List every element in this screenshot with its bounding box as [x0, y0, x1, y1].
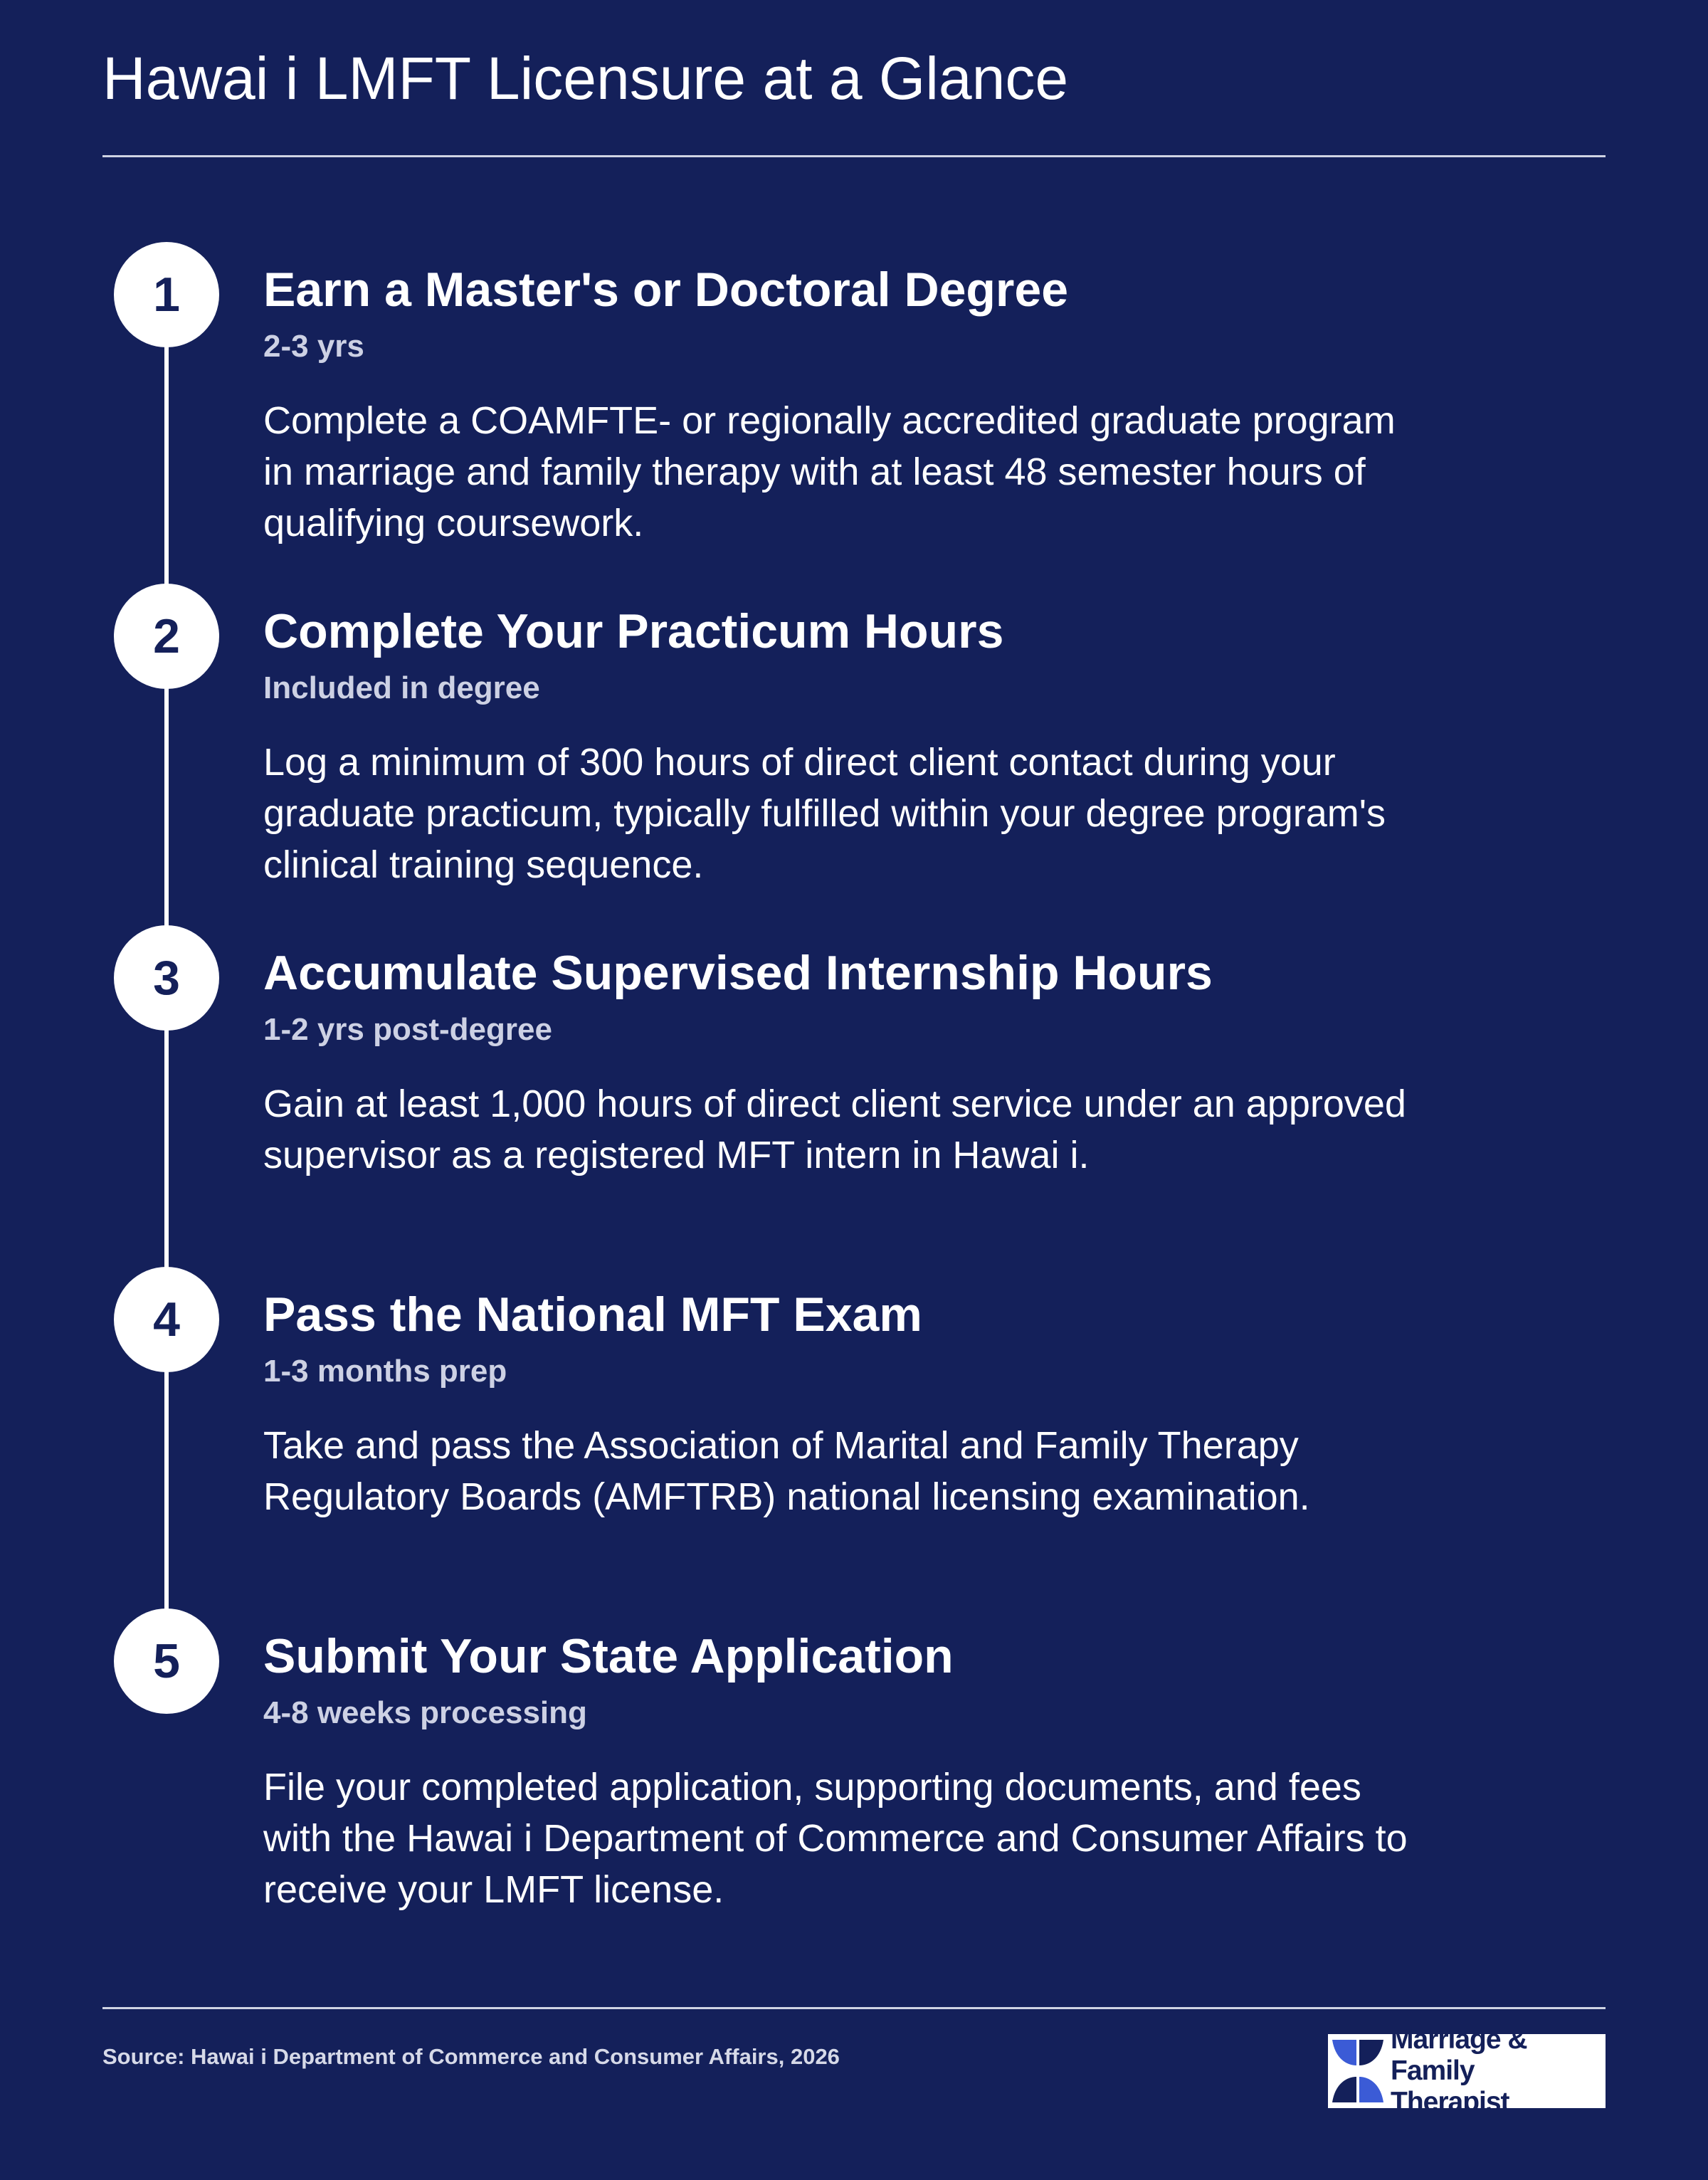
brand-logo	[1328, 2024, 1606, 2117]
step-number-badge: 4	[114, 1267, 219, 1372]
step-duration: 2-3 yrs	[263, 328, 364, 364]
footer-divider	[102, 2007, 1606, 2009]
step-duration: 1-3 months prep	[263, 1353, 507, 1389]
step-number-badge: 1	[114, 242, 219, 347]
step-number-badge: 2	[114, 584, 219, 689]
step-number-badge: 3	[114, 925, 219, 1031]
step-duration: 1-2 yrs post-degree	[263, 1011, 552, 1047]
step-description: Log a minimum of 300 hours of direct client contact during your graduate practicum, typically fulfilled within your degree program's clinical training sequence.	[263, 741, 1386, 887]
step-description: Gain at least 1,000 hours of direct client service under an approved supervisor as a registered MFT intern in Hawai i.	[263, 1083, 1406, 1177]
step-heading: Complete Your Practicum Hours	[263, 604, 1004, 658]
step-duration: 4-8 weeks processing	[263, 1695, 587, 1730]
step-content	[263, 947, 1430, 1181]
step-number-badge: 5	[114, 1608, 219, 1714]
page-title: Hawai i LMFT Licensure at a Glance	[102, 45, 1069, 112]
source-citation: Source: Hawai i Department of Commerce and Consumer Affairs, 2026	[102, 2044, 840, 2069]
step-heading: Earn a Master's or Doctoral Degree	[263, 263, 1069, 317]
step-duration: Included in degree	[263, 670, 540, 705]
logo-line-2: Therapist	[1391, 2087, 1509, 2117]
step-description: File your completed application, supporting documents, and fees with the Hawai i Department of Commerce and Consumer Affairs to receive your LMFT license.	[263, 1766, 1408, 1912]
step-content	[263, 605, 1430, 890]
step-description: Complete a COAMFTE- or regionally accredited graduate program in marriage and family therapy with at least 48 semester hours of qualifying coursework.	[263, 399, 1396, 545]
step-description: Take and pass the Association of Marital and Family Therapy Regulatory Boards (AMFTRB) national licensing examination.	[263, 1424, 1310, 1519]
step-content	[263, 1288, 1430, 1522]
header-divider	[102, 155, 1606, 157]
step-heading: Pass the National MFT Exam	[263, 1288, 922, 1342]
step-heading: Accumulate Supervised Internship Hours	[263, 946, 1213, 1000]
step-heading: Submit Your State Application	[263, 1629, 954, 1683]
logo-mark-icon	[1328, 2034, 1388, 2108]
step-content	[263, 263, 1430, 549]
step-content	[263, 1630, 1430, 1915]
logo-wordmark	[1391, 2024, 1606, 2118]
logo-line-1: Marriage & Family	[1391, 2024, 1527, 2086]
